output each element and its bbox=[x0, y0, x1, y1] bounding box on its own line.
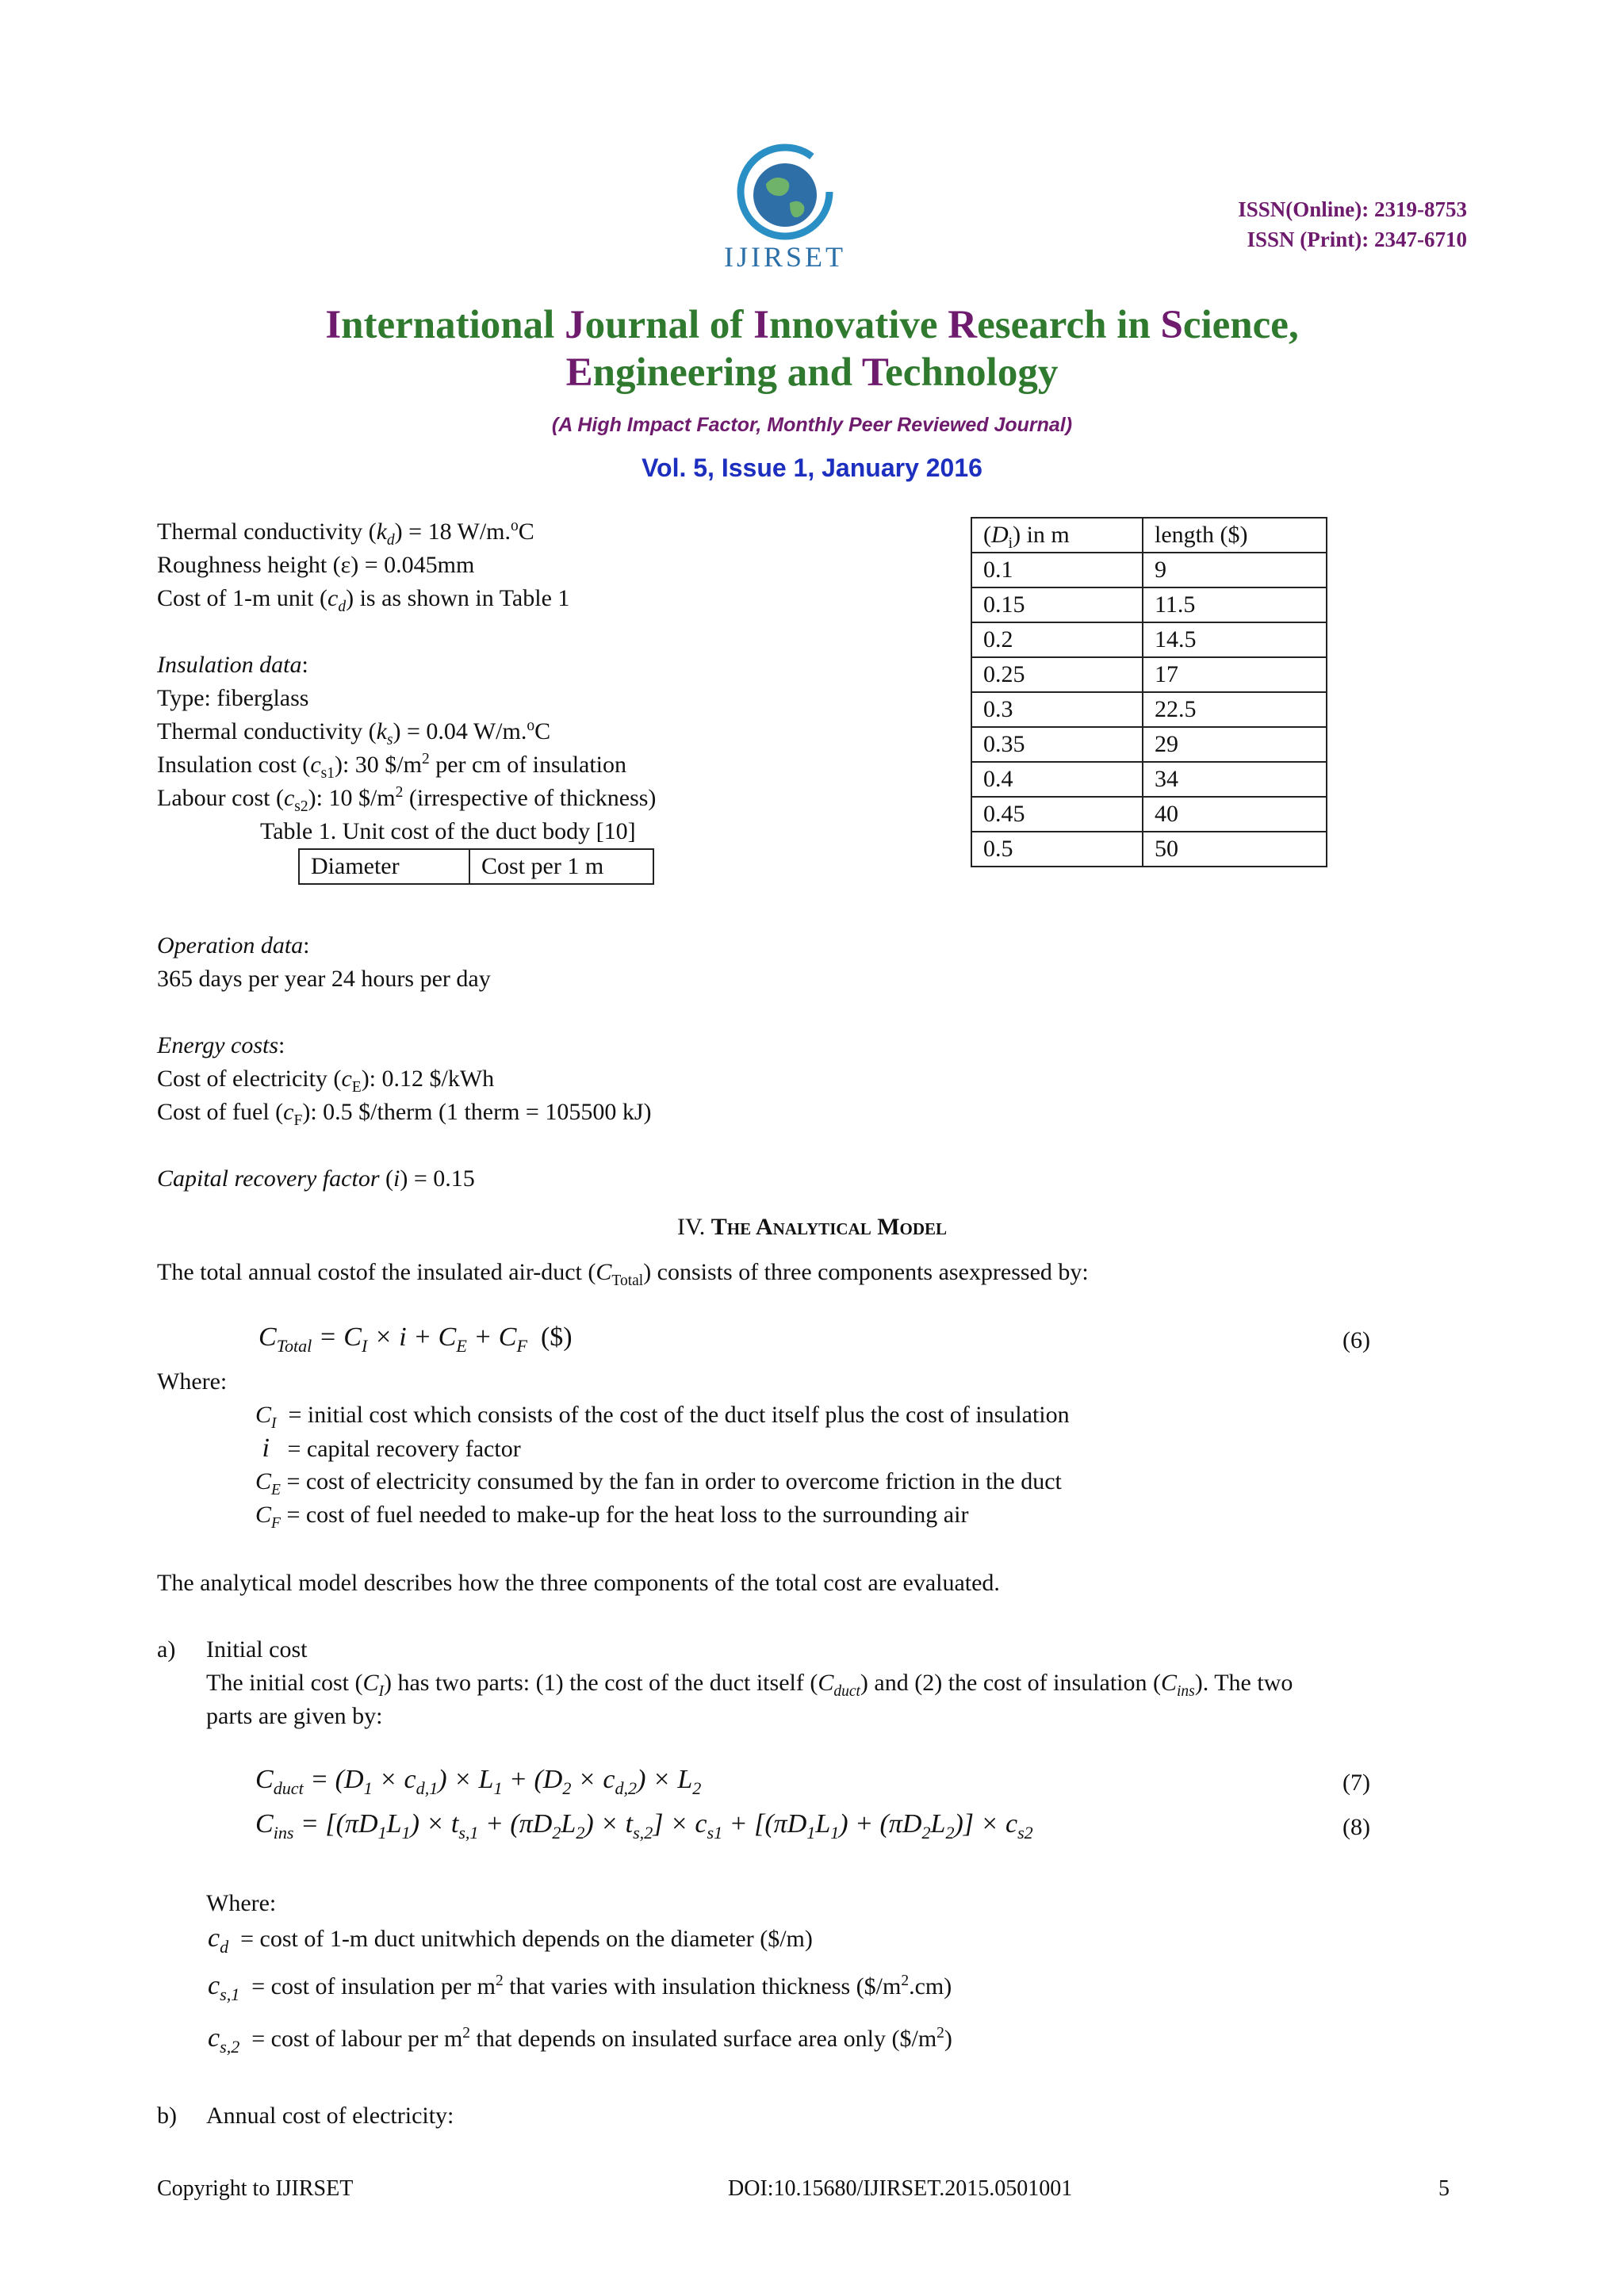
energy-costs-heading: Energy costs: bbox=[157, 1032, 285, 1058]
issn-print: ISSN (Print): 2347-6710 bbox=[1247, 228, 1467, 251]
table-row bbox=[971, 762, 1327, 797]
title-word: cience, bbox=[1182, 303, 1299, 347]
definition-i: i = capital recovery factor bbox=[255, 1433, 521, 1463]
thermal-conductivity-duct: Thermal conductivity $(k_d) = 18$ W/m.$^o$C bbox=[157, 518, 534, 549]
table-cell: 0.25 bbox=[971, 657, 1143, 692]
title-word: echnology bbox=[885, 350, 1059, 395]
table-row bbox=[971, 622, 1327, 657]
table-cell: 34 bbox=[1143, 762, 1327, 797]
title-initial: I bbox=[753, 303, 769, 347]
cost-1m-unit: Cost of 1-m unit $(c_d)$ is as shown in Table 1 bbox=[157, 585, 570, 615]
title-initial: I bbox=[325, 303, 342, 347]
table-cell: 11.5 bbox=[1143, 587, 1327, 622]
table2-diameter-length bbox=[971, 517, 1327, 867]
journal-title-line1 bbox=[0, 301, 1624, 349]
electricity-cost: Cost of electricity $(c_E)$: 0.12 $/kWh bbox=[157, 1066, 495, 1096]
title-initial: S bbox=[1160, 303, 1183, 347]
section-number: IV. bbox=[676, 1214, 706, 1240]
journal-subtitle: (A High Impact Factor, Monthly Peer Reviewed Journal) bbox=[551, 414, 1073, 436]
table-cell: 0.3 bbox=[971, 692, 1143, 727]
table-row bbox=[971, 657, 1327, 692]
journal-title-line2 bbox=[0, 349, 1624, 396]
def-i-text: = capital recovery factor bbox=[287, 1436, 521, 1462]
title-initial: T bbox=[861, 350, 886, 395]
definition-cs1: $c_{s,1} = \cos t$ of insulation per $m^2$ that varies with insulation thickness $(\$/m^2.cm)$ bbox=[208, 1971, 952, 2004]
table-row bbox=[971, 832, 1327, 867]
roughness-height: Roughness height (ε) = 0.045mm bbox=[157, 552, 475, 578]
operation-hours: 365 days per year 24 hours per day bbox=[157, 966, 491, 992]
table-cell: 50 bbox=[1143, 832, 1327, 867]
equation-6: $C_{Total} = C_I \times i + C_E + C_F$ ($) bbox=[259, 1322, 573, 1356]
issn-online: ISSN(Online): 2319-8753 bbox=[1238, 197, 1467, 221]
table-row bbox=[971, 518, 1327, 553]
table-row bbox=[971, 797, 1327, 832]
volume-issue: Vol. 5, Issue 1, January 2016 bbox=[642, 453, 982, 482]
table-cell: 0.5 bbox=[971, 832, 1143, 867]
item-a-text-line2: parts are given by: bbox=[206, 1703, 383, 1729]
table-row bbox=[971, 727, 1327, 762]
thermal-conductivity-insulation: Thermal conductivity $(k_s) = 0.04$ W/m.$^o$C bbox=[157, 718, 551, 748]
title-word: esearch in bbox=[977, 303, 1161, 347]
table-cell: 0.2 bbox=[971, 622, 1143, 657]
title-word: ngineering and bbox=[592, 350, 862, 395]
table-cell: 17 bbox=[1143, 657, 1327, 692]
footer-page-number: 5 bbox=[1438, 2176, 1450, 2201]
capital-recovery-factor: Capital recovery factor (i) = 0.15 bbox=[157, 1165, 475, 1192]
equation-8: $C_{ins} = [(\pi D_1L_1) \times t_{s,1} + (\pi D_2L_2) \times t_{s,2}] \times c_{s1} + [(\pi D_1L_1) + (\pi D_2L_2)] \times c_{s2}$ bbox=[255, 1809, 1033, 1843]
journal-title bbox=[0, 301, 1624, 396]
issn-block bbox=[1238, 194, 1467, 254]
table-cell: 0.1 bbox=[971, 553, 1143, 587]
table-cell: 0.35 bbox=[971, 727, 1143, 762]
equation-8-number: (8) bbox=[1342, 1814, 1370, 1840]
title-initial: R bbox=[948, 303, 978, 347]
definition-cs2: $c_{s,2} = \cos t$ of labour per $m^2$ that depends on insulated surface area only $(\$/m^2)$ bbox=[208, 2023, 952, 2057]
labour-cost: Labour cost $(c_{s2})$: 10 $\$/m^2$ (irrespective of thickness) bbox=[157, 784, 657, 815]
insulation-heading-text: Insulation data bbox=[157, 652, 302, 678]
item-a-text-line1: The initial cost $(C_I)$ has two parts: (1) the cost of the duct itself $(C_{duct})$ and (2) the cost of insulation $(C_{ins})$. The two bbox=[206, 1670, 1293, 1700]
table-cell: 40 bbox=[1143, 797, 1327, 832]
where-label-2: Where: bbox=[206, 1890, 277, 1916]
insulation-type: Type: fiberglass bbox=[157, 685, 309, 711]
energy-heading-text: Energy costs bbox=[157, 1032, 279, 1058]
definition-ce: $C_E = \cos t$ of electricity consumed by the fan in order to overcome friction in the duct bbox=[255, 1468, 1062, 1498]
table1-unit-cost bbox=[298, 848, 654, 885]
equation-6-number: (6) bbox=[1342, 1327, 1370, 1353]
equation-7: $C_{duct} = (D_1 \times c_{d,1}) \times L_1 + (D_2 \times c_{d,2}) \times L_2$ bbox=[255, 1765, 702, 1798]
table-cell: 14.5 bbox=[1143, 622, 1327, 657]
section-title: The Analytical Model bbox=[710, 1214, 948, 1240]
insulation-data-heading: Insulation data: bbox=[157, 652, 308, 678]
intro-paragraph: The total annual costof the insulated air-duct $(C_{Total})$ consists of three components asexpressed by: bbox=[157, 1259, 1089, 1289]
table-row bbox=[971, 587, 1327, 622]
section-heading bbox=[0, 1211, 1624, 1244]
table-row bbox=[299, 849, 653, 884]
item-b-label: b) bbox=[157, 2103, 177, 2129]
item-a-title: Initial cost bbox=[206, 1636, 308, 1663]
operation-data-heading: Operation data: bbox=[157, 932, 310, 959]
title-initial: E bbox=[565, 350, 593, 395]
table-cell: 0.4 bbox=[971, 762, 1143, 797]
def-ce-text: = cost of electricity consumed by the fan in order to overcome friction in the duct bbox=[286, 1468, 1062, 1494]
table-cell: 9 bbox=[1143, 553, 1327, 587]
definition-ci: $C_I$ = initial cost which consists of the cost of the duct itself plus the cost of insulation bbox=[255, 1402, 1070, 1432]
def-cd-text: = cost of 1-m duct unitwhich depends on the diameter ($/m) bbox=[240, 1926, 813, 1952]
fuel-cost: Cost of fuel $(c_F)$: 0.5 $/therm (1 therm = 105500 kJ) bbox=[157, 1099, 652, 1129]
table-cell: 29 bbox=[1143, 727, 1327, 762]
where-label: Where: bbox=[157, 1368, 228, 1395]
equation-7-number: (7) bbox=[1342, 1770, 1370, 1796]
title-word: nternational bbox=[341, 303, 565, 347]
definition-cd: $c_d = \cos t$ of 1-m duct unitwhich depends on the diameter ($/m) bbox=[208, 1923, 813, 1957]
item-b-title: Annual cost of electricity: bbox=[206, 2103, 454, 2129]
journal-logo bbox=[698, 135, 872, 277]
insulation-cost: Insulation cost $(c_{s1})$: 30 $\$/m^2$ per cm of insulation bbox=[157, 751, 627, 782]
title-word: ournal of bbox=[584, 303, 754, 347]
table-row bbox=[971, 692, 1327, 727]
title-word: nnovative bbox=[768, 303, 948, 347]
table-header: $(D_i)$ in m bbox=[971, 518, 1143, 553]
def-cf-text: = cost of fuel needed to make-up for the heat loss to the surrounding air bbox=[286, 1502, 969, 1528]
table1-caption: Table 1. Unit cost of the duct body [10] bbox=[260, 818, 636, 844]
footer-doi: DOI:10.15680/IJIRSET.2015.0501001 bbox=[728, 2176, 1073, 2201]
table-cell: 0.15 bbox=[971, 587, 1143, 622]
footer-copyright: Copyright to IJIRSET bbox=[157, 2176, 354, 2201]
table-cell: 22.5 bbox=[1143, 692, 1327, 727]
operation-heading-text: Operation data bbox=[157, 932, 304, 959]
table-header: Cost per 1 m bbox=[469, 849, 653, 884]
model-paragraph: The analytical model describes how the three components of the total cost are evaluated. bbox=[157, 1570, 1000, 1596]
definition-cf: $C_F = \cos t$ of fuel needed to make-up for the heat loss to the surrounding air bbox=[255, 1502, 969, 1532]
logo-text: IJIRSET bbox=[724, 241, 846, 273]
def-ci-text: = initial cost which consists of the cost of the duct itself plus the cost of insulation bbox=[288, 1402, 1070, 1428]
item-a-label: a) bbox=[157, 1636, 176, 1663]
table-header: Diameter bbox=[299, 849, 469, 884]
table-header: length ($) bbox=[1143, 518, 1327, 553]
table-cell: 0.45 bbox=[971, 797, 1143, 832]
title-initial: J bbox=[565, 303, 585, 347]
table-row bbox=[971, 553, 1327, 587]
